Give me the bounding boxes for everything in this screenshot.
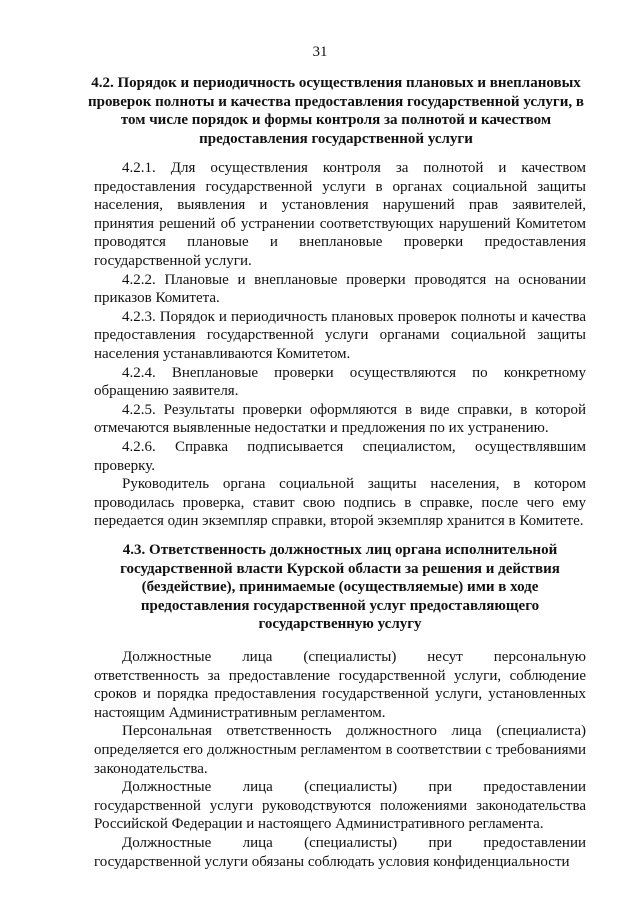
paragraph-4-3-legislation: Должностные лица (специалисты) при предоставлении государственной услуги руководствуются положениями законодательства Российской Федерации и настоящего Административного регламента.	[94, 779, 586, 833]
page-number: 31	[312, 44, 328, 60]
paragraph-4-2-4: 4.2.4. Внеплановые проверки осуществляются по конкретному обращению заявителя.	[94, 364, 586, 400]
paragraph-4-3-responsibility: Должностные лица (специалисты) несут персональную ответственность за предоставление государственной услуги, соблюдение сроков и порядка предоставления государственной услуги, установленных настоящим Административным регламентом.	[94, 649, 586, 721]
paragraph-4-3-personal-responsibility: Персональная ответственность должностного лица (специалиста) определяется его должностным регламентом в соответствии с требованиями законодательства.	[94, 723, 586, 777]
section-4-2-body	[94, 159, 586, 531]
paragraph-4-2-2: 4.2.2. Плановые и внеплановые проверки проводятся на основании приказов Комитета.	[94, 271, 586, 307]
paragraph-4-2-head-signature: Руководитель органа социальной защиты населения, в котором проводилась проверка, ставит свою подпись в справке, после чего ему передается один экземпляр справки, второй экземпляр хранится в Комитете.	[94, 476, 586, 530]
section-4-2-heading: 4.2. Порядок и периодичность осуществления плановых и внеплановых проверок полноты и качества предоставления государственной услуги, в том числе порядок и формы контроля за полнотой и качеством предоставления государственной услуги	[87, 75, 584, 147]
paragraph-4-3-confidentiality: Должностные лица (специалисты) при предоставлении государственной услуги обязаны соблюдать условия конфиденциальности	[94, 834, 586, 870]
section-4-3-body	[94, 648, 586, 871]
paragraph-4-2-6: 4.2.6. Справка подписывается специалистом, осуществлявшим проверку.	[94, 438, 586, 474]
paragraph-4-2-3: 4.2.3. Порядок и периодичность плановых проверок полноты и качества предоставления государственной услуги органами социальной защиты населения устанавливаются Комитетом.	[94, 308, 586, 362]
section-4-3-heading: 4.3. Ответственность должностных лиц органа исполнительной государственной власти Курской области за решения и действия (бездействие), принимаемые (осуществляемые) ими в ходе предоставления государственной услуг предоставляющего государственную услугу	[120, 542, 560, 632]
paragraph-4-2-1: 4.2.1. Для осуществления контроля за полнотой и качеством предоставления государственной услуги в органах социальной защиты населения, выявления и установления нарушений прав заявителей, принятия решений об устранении соответствующих нарушений Комитетом проводятся плановые и внеплановые проверки предоставления государственной услуги.	[94, 160, 586, 269]
paragraph-4-2-5: 4.2.5. Результаты проверки оформляются в виде справки, в которой отмечаются выявленные недостатки и предложения по их устранению.	[94, 401, 586, 437]
